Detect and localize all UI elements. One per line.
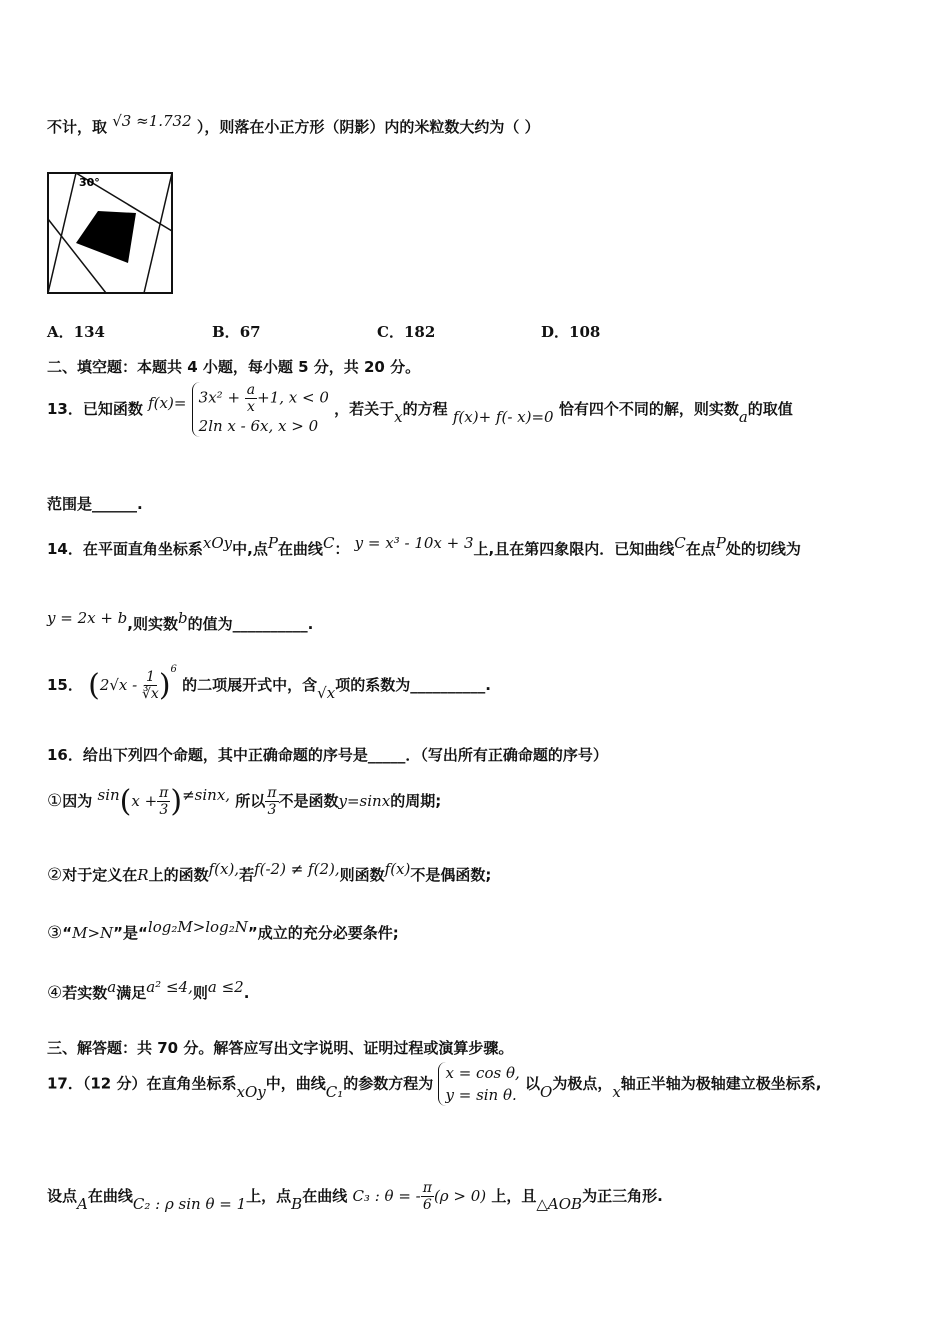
question-14: 14．在平面直角坐标系xOy中,点P在曲线C： y = x³ - 10x + 3上,且在第四象限内．已知曲线C在点P处的切线为 (47, 534, 801, 558)
q16-item-2: ②对于定义在R上的函数f(x),若f(-2) ≠ f(2),则函数f(x)不是偶函数; (47, 860, 492, 885)
option-b[interactable]: B．67 (212, 323, 261, 341)
angle-label: 30° (79, 176, 100, 189)
q16-item-1: ①因为 sin(x + $\frac{\pi}{3}$ )≠sinx, 所以 $\frac{\pi}{3}$ 不是函数y=sinx的周期; (47, 784, 442, 819)
square-figure (46, 171, 174, 295)
option-a[interactable]: A．134 (47, 323, 105, 341)
section-3-title: 三、解答题：共 70 分。解答应写出文字说明、证明过程或演算步骤。 (47, 1039, 514, 1057)
question-17: 17．（12 分）在直角坐标系xOy中，曲线C₁的参数方程为 x = cos θ, y = sin θ. 以O为极点，x轴正半轴为极轴建立极坐标系, (47, 1064, 822, 1104)
question-16: 16．给出下列四个命题，其中正确命题的序号是_____．（写出所有正确命题的序号） (47, 746, 608, 764)
question-13-line2: 范围是______. (47, 495, 143, 513)
q16-item-4: ④若实数a满足a² ≤4,则a ≤2. (47, 978, 250, 1003)
q16-item-3: ③“M>N”是“log₂M>log₂N”成立的充分必要条件; (47, 918, 399, 943)
param-brace: x = cos θ, y = sin θ. (438, 1062, 519, 1106)
sqrt3-approx: √3 ≈1.732 (112, 112, 192, 130)
question-13: 13．已知函数 f(x)= 3x² + $\frac{a}{x}$ +1, x < 0 2ln x - 6x, x > 0 ，若关于x的方程 f(x)+ f(- x)=0 恰有四个不同的解，则实数a的取值 (47, 382, 793, 435)
question-15: 15． (2√x - $\frac{1}{∛x}$ )$^6$ 的二项展开式中，含√x项的系数为__________. (47, 664, 491, 703)
question-14-line2: y = 2x + b,则实数b的值为__________. (47, 609, 314, 633)
option-c[interactable]: C．182 (377, 323, 436, 341)
option-d[interactable]: D．108 (541, 323, 601, 341)
question-17-line2: 设点A在曲线C₂ : ρ sin θ = 1上，点B在曲线 C₃ : θ = - $\frac{\pi}{6}$ (ρ > 0) 上，且△AOB为正三角形. (47, 1180, 663, 1213)
section-2-title: 二、填空题：本题共 4 小题，每小题 5 分，共 20 分。 (47, 358, 421, 376)
intro-line: 不计，取 √3 ≈1.732 ），则落在小正方形（阴影）内的米粒数大约为（ ） (47, 112, 540, 136)
piecewise-brace: 3x² + $\frac{a}{x}$ +1, x < 0 2ln x - 6x, x > 0 (192, 382, 329, 437)
